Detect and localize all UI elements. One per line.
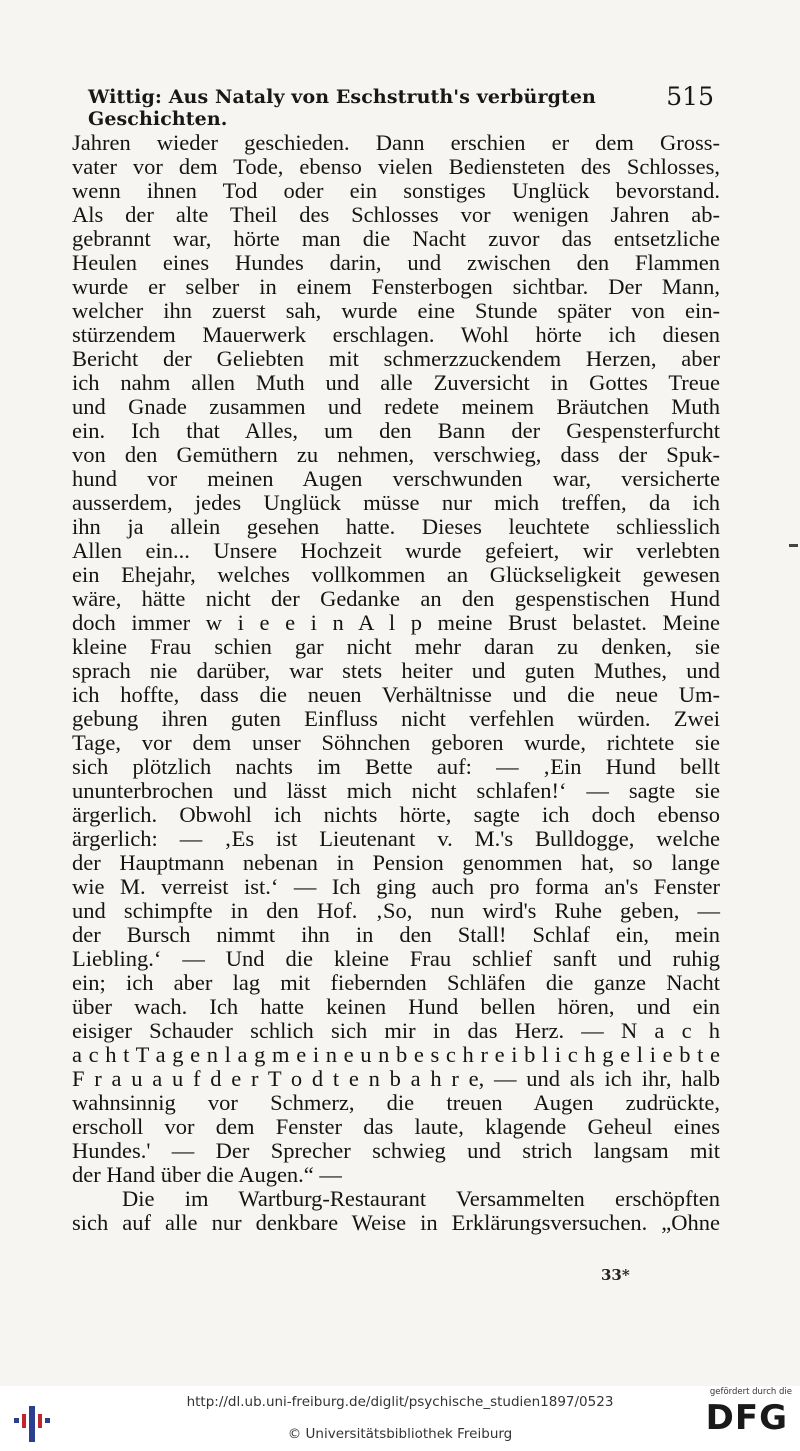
text-line: vater vor dem Tode, ebenso vielen Bediensteten des Schlosses, [72, 154, 720, 179]
page-number: 515 [666, 82, 714, 111]
text-line: ausserdem, jedes Unglück müsse nur mich treffen, da ich [72, 490, 720, 515]
text-line: eisiger Schauder schlich sich mir in das Herz. — N a c h [72, 1018, 720, 1043]
text-line: ich hoffte, dass die neuen Verhältnisse und die neue Um- [72, 682, 720, 707]
text-line: ärgerlich. Obwohl ich nichts hörte, sagte ich doch ebenso [72, 802, 720, 827]
text-line: der Bursch nimmt ihn in den Stall! Schlaf ein, mein [72, 922, 720, 947]
text-line: stürzendem Mauerwerk erschlagen. Wohl hörte ich diesen [72, 322, 720, 347]
text-line: erscholl vor dem Fenster das laute, klagende Geheul eines [72, 1114, 720, 1139]
text-line: wenn ihnen Tod oder ein sonstiges Unglück bevorstand. [72, 178, 720, 203]
text-line: ärgerlich: — ‚Es ist Lieutenant v. M.'s Bulldogge, welche [72, 826, 720, 851]
viewer-footer [0, 1386, 800, 1451]
dfg-logo: DFG [705, 1398, 788, 1438]
running-header [88, 80, 720, 130]
text-line: welcher ihn zuerst sah, wurde eine Stunde später von ein- [72, 298, 720, 323]
text-line: ihn ja allein gesehen hatte. Dieses leuchtete schliesslich [72, 514, 720, 539]
text-line: Als der alte Theil des Schlosses vor wenigen Jahren ab- [72, 202, 720, 227]
text-line: Tage, vor dem unser Söhnchen geboren wurde, richtete sie [72, 730, 720, 755]
text-line: ich nahm allen Muth und alle Zuversicht in Gottes Treue [72, 370, 720, 395]
text-line: Hundes.' — Der Sprecher schwieg und strich langsam mit [72, 1138, 720, 1163]
margin-mark [789, 544, 798, 547]
signature-mark: 33* [601, 1266, 630, 1284]
text-line: von den Gemüthern zu nehmen, verschwieg, dass der Spuk- [72, 442, 720, 467]
text-line: der Hand über die Augen.“ — [72, 1162, 342, 1187]
text-line: a c h t T a g e n l a g m e i n e u n b e s c h r e i b l i c h g e l i e b t e [72, 1042, 720, 1067]
document-url-link[interactable]: http://dl.ub.uni-freiburg.de/diglit/psychische_studien1897/0523 [186, 1394, 614, 1410]
text-line: ein Ehejahr, welches vollkommen an Glückseligkeit gewesen [72, 562, 720, 587]
text-line: wahnsinnig vor Schmerz, die treuen Augen zudrückte, [72, 1090, 720, 1115]
text-line: Liebling.‘ — Und die kleine Frau schlief sanft und ruhig [72, 946, 720, 971]
text-line: Heulen eines Hundes darin, und zwischen den Flammen [72, 250, 720, 275]
text-line: ein; ich aber lag mit fiebernden Schläfen die ganze Nacht [72, 970, 720, 995]
dfg-caption: gefördert durch die [709, 1387, 792, 1397]
text-line: sich auf alle nur denkbare Weise in Erklärungsversuchen. „Ohne [72, 1210, 720, 1235]
text-line: über wach. Ich hatte keinen Hund bellen hören, und ein [72, 994, 720, 1019]
text-line: wie M. verreist ist.‘ — Ich ging auch pro forma an's Fenster [72, 874, 720, 899]
text-line: und schimpfte in den Hof. ‚So, nun wird's Ruhe geben, — [72, 898, 720, 923]
text-line: hund vor meinen Augen verschwunden war, versicherte [72, 466, 720, 491]
text-line: wäre, hätte nicht der Gedanke an den gespenstischen Hund [72, 586, 720, 611]
text-line: gebrannt war, hörte man die Nacht zuvor das entsetzliche [72, 226, 720, 251]
text-line: kleine Frau schien gar nicht mehr daran zu denken, sie [72, 634, 720, 659]
copyright-text: © Universitätsbibliothek Freiburg [287, 1426, 513, 1442]
text-line: und Gnade zusammen und redete meinem Bräutchen Muth [72, 394, 720, 419]
text-line: Jahren wieder geschieden. Dann erschien er dem Gross- [72, 130, 720, 155]
text-line: Bericht der Geliebten mit schmerzzuckendem Herzen, aber [72, 346, 720, 371]
text-line: Die im Wartburg-Restaurant Versammelten erschöpften [122, 1186, 720, 1211]
text-line: gebung ihren guten Einfluss nicht verfehlen würden. Zwei [72, 706, 720, 731]
text-line: F r a u a u f d e r T o d t e n b a h r e, — und als ich ihr, halb [72, 1066, 720, 1091]
text-line: sprach nie darüber, war stets heiter und guten Muthes, und [72, 658, 720, 683]
text-line: Allen ein... Unsere Hochzeit wurde gefeiert, wir verlebten [72, 538, 720, 563]
text-line: ein. Ich that Alles, um den Bann der Gespensterfurcht [72, 418, 720, 443]
text-line: ununterbrochen und lässt mich nicht schlafen!‘ — sagte sie [72, 778, 720, 803]
text-line: sich plötzlich nachts im Bette auf: — ‚Ein Hund bellt [72, 754, 720, 779]
running-title: Wittig: Aus Nataly von Eschstruth's verbürgten Geschichten. [88, 86, 596, 130]
text-line: doch immer w i e e i n A l p meine Brust belastet. Meine [72, 610, 720, 635]
text-line: der Hauptmann nebenan in Pension genommen hat, so lange [72, 850, 720, 875]
text-line: wurde er selber in einem Fensterbogen sichtbar. Der Mann, [72, 274, 720, 299]
